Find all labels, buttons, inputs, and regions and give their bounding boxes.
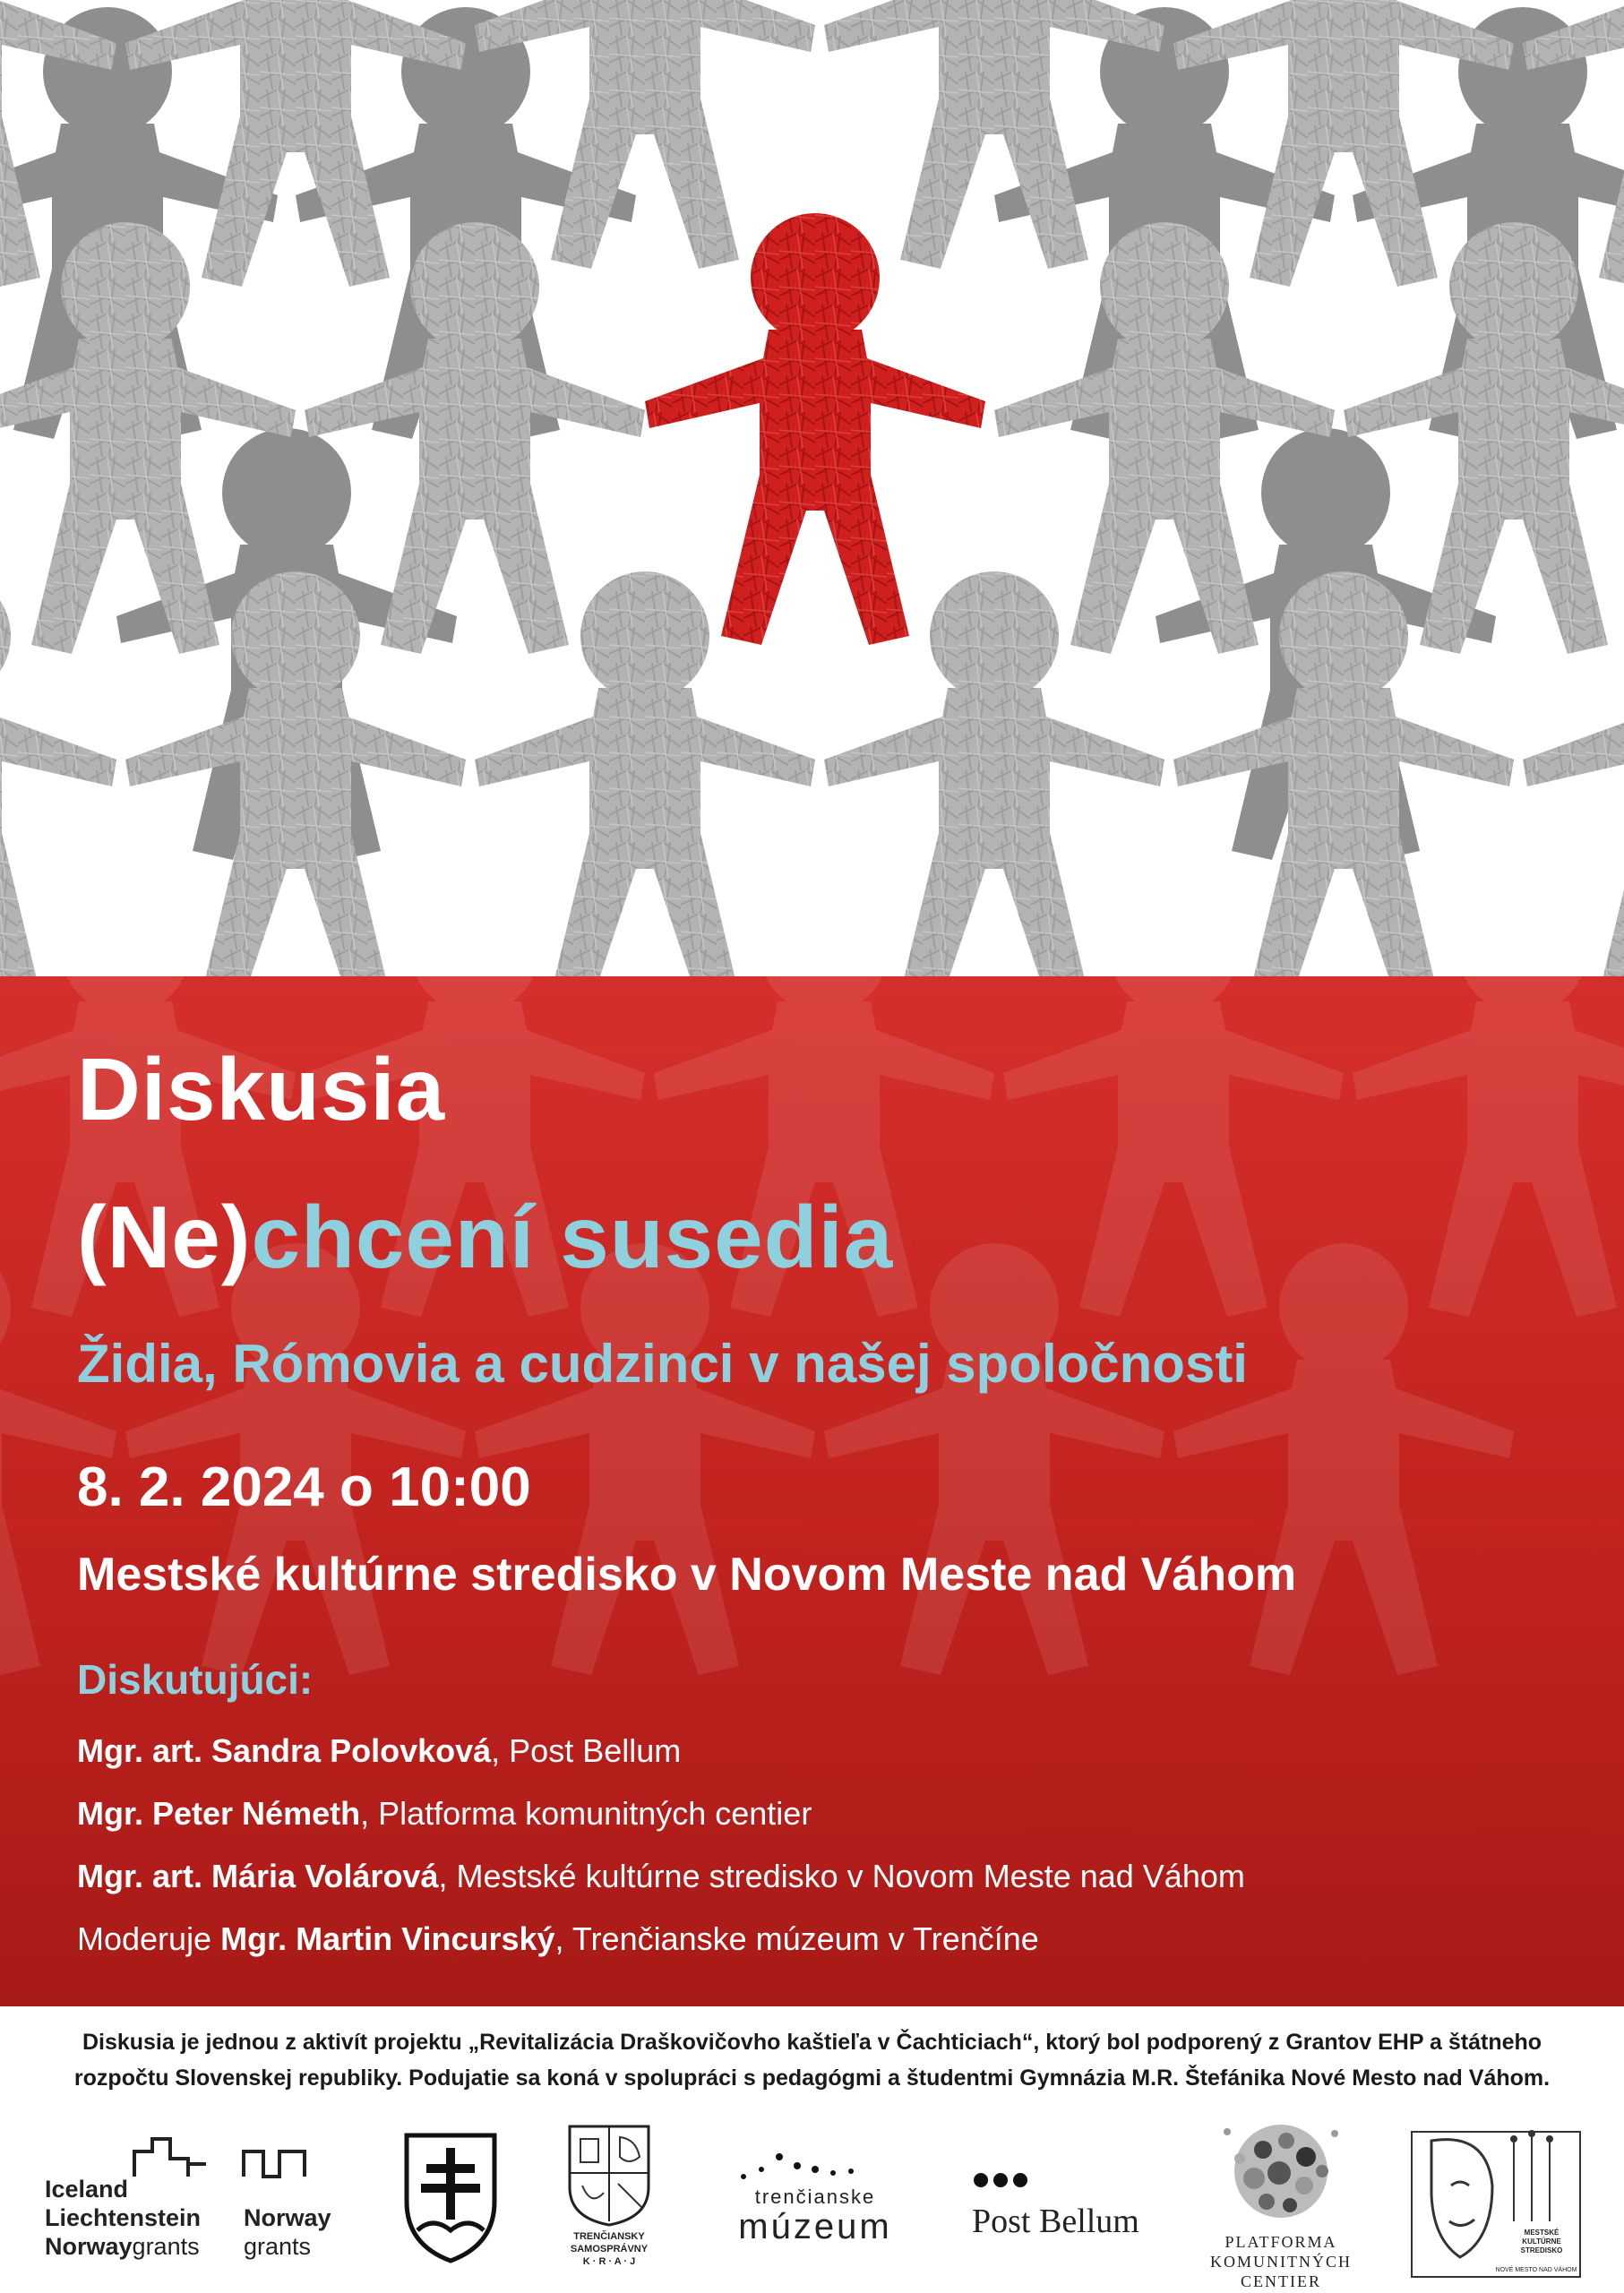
event-tagline: Židia, Rómovia a cudzinci v našej spoločnosti [77, 1334, 1248, 1394]
double-cross-shield-icon [401, 2130, 500, 2264]
mks-theatre-mask-icon [1406, 2123, 1585, 2284]
moderator-line [77, 1920, 1039, 1958]
norway-grants-line-2: grants [244, 2233, 312, 2260]
mks-line-4: NOVÉ MESTO NAD VÁHOM [1495, 2267, 1577, 2273]
platforma-line-3: CENTIER [1241, 2272, 1321, 2290]
speaker-affiliation: , Platforma komunitných centier [360, 1795, 812, 1832]
platforma-komunitnych-centier-logo [1200, 2114, 1362, 2293]
event-subtitle [77, 1187, 893, 1288]
platforma-line-1: PLATFORMA [1224, 2233, 1337, 2251]
eea-line-2: Liechtenstein [45, 2204, 202, 2231]
tsk-line-2: SAMOSPRÁVNY [570, 2244, 649, 2254]
subtitle-prefix: (Ne) [77, 1188, 252, 1286]
speaker-affiliation: , Mestské kultúrne stredisko v Novom Meste nad Váhom [438, 1858, 1245, 1894]
trencianske-muzeum-logo [726, 2150, 905, 2257]
project-footnote [0, 2024, 1624, 2096]
partner-logos [0, 2114, 1624, 2293]
speaker-line [77, 1795, 812, 1833]
event-datetime: 8. 2. 2024 o 10:00 [77, 1456, 531, 1518]
event-title: Diskusia [77, 1040, 446, 1138]
platforma-line-2: KOMUNITNÝCH [1210, 2253, 1352, 2271]
speaker-line [77, 1732, 681, 1770]
paper-figures-illustration [0, 0, 1624, 976]
event-venue: Mestské kultúrne stredisko v Novom Meste nad Váhom [77, 1549, 1297, 1601]
tsk-line-3: K · R · A · J [582, 2256, 636, 2267]
speaker-affiliation: , Post Bellum [491, 1732, 682, 1769]
subtitle-main: chcení susedia [251, 1188, 894, 1286]
post-bellum-dots-icon [972, 2169, 1044, 2191]
tsk-line-1: TRENČIANSKY [573, 2231, 645, 2242]
moderator-prefix: Moderuje [77, 1920, 221, 1957]
moderator-affiliation: , Trenčianske múzeum v Trenčíne [554, 1920, 1039, 1957]
hero-illustration [0, 0, 1624, 976]
museum-line-1: trenčianske [754, 2186, 876, 2208]
museum-line-2: múzeum [738, 2207, 892, 2246]
eea-norway-grants-logo [45, 2132, 340, 2275]
slovak-coat-of-arms-logo [401, 2130, 500, 2264]
speaker-line [77, 1858, 1245, 1895]
post-bellum-logo [972, 2169, 1169, 2250]
footnote-line-2: rozpočtu Slovenskej republiky. Podujatie sa koná v spolupráci s pedagógmi a študentmi Gymnázia M.R. Štefánika Nové Mesto nad Váhom. [73, 2065, 1551, 2091]
eea-line-3b: grants [132, 2233, 200, 2260]
moderator-name: Mgr. Martin Vincurský [220, 1920, 555, 1957]
speaker-name: Mgr. art. Mária Volárová [77, 1858, 439, 1894]
museum-dots-icon [726, 2150, 905, 2186]
mks-line-2: KULTÚRNE [1522, 2237, 1561, 2246]
speakers-heading: Diskutujúci: [77, 1656, 314, 1703]
norway-grants-line-1: Norway [244, 2204, 331, 2231]
tsk-crest-icon [564, 2121, 654, 2229]
speaker-name: Mgr. Peter Németh [77, 1795, 361, 1832]
footnote-line-1: Diskusia je jednou z aktivít projektu „Revitalizácia Draškovičovho kaštieľa v Čachticiach“, ktorý bol podporený z Grantov EHP a štátneho [82, 2030, 1542, 2055]
speaker-name: Mgr. art. Sandra Polovková [77, 1732, 492, 1769]
mks-logo [1406, 2123, 1585, 2284]
mks-line-1: MESTSKÉ [1524, 2229, 1560, 2237]
eea-line-1: Iceland [45, 2176, 129, 2203]
mks-line-3: STREDISKO [1520, 2246, 1563, 2254]
platforma-mosaic-icon [1200, 2114, 1362, 2230]
tsk-logo [564, 2121, 654, 2282]
post-bellum-label: Post Bellum [972, 2203, 1139, 2240]
eea-line-3a: Norway [45, 2233, 133, 2260]
